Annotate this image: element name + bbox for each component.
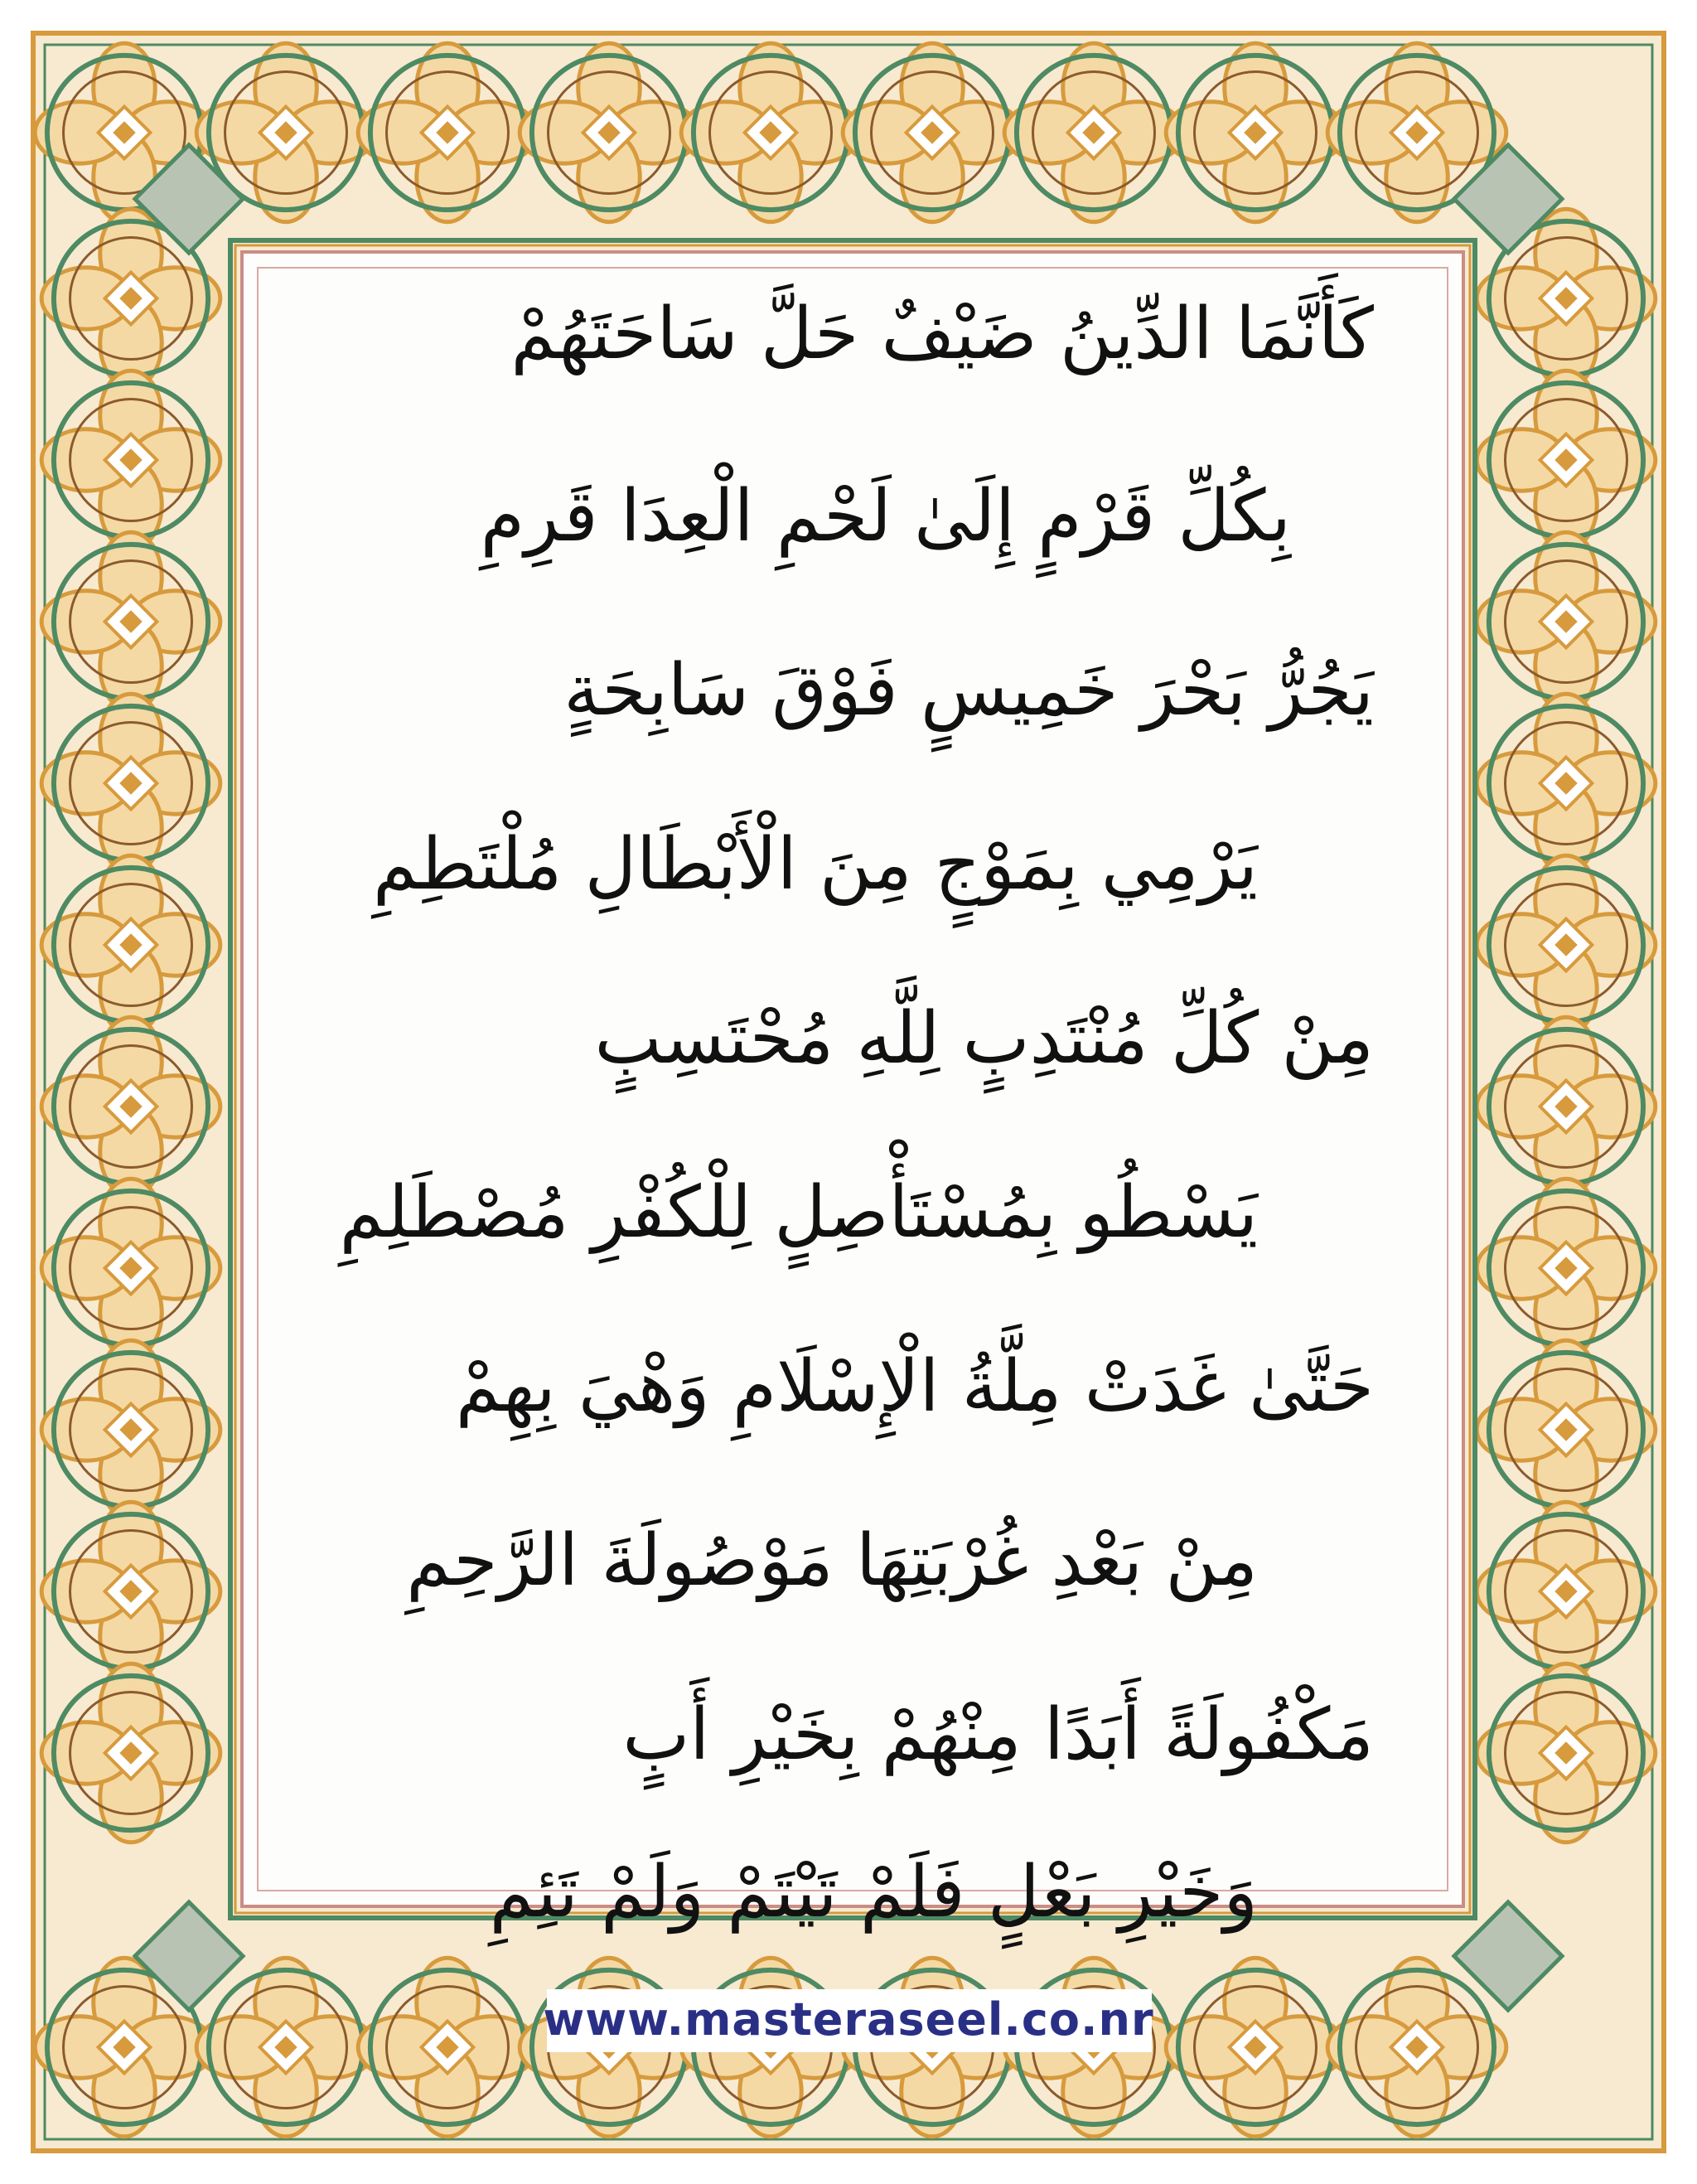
verse-line-6: يَسْطُو بِمُسْتَأْصِلٍ لِلْكُفْرِ مُصْطَلِمِ bbox=[339, 1171, 1258, 1254]
verse-line-8: مِنْ بَعْدِ غُرْبَتِهَا مَوْصُولَةَ الرَّحِمِ bbox=[406, 1519, 1258, 1602]
verse-line-7: حَتَّىٰ غَدَتْ مِلَّةُ الْإِسْلَامِ وَهْيَ بِهِمْ bbox=[455, 1345, 1374, 1428]
verse-line-3: يَجُرُّ بَحْرَ خَمِيسٍ فَوْقَ سَابِحَةٍ bbox=[563, 649, 1374, 732]
verse-line-4: يَرْمِي بِمَوْجٍ مِنَ الْأَبْطَالِ مُلْتَطِمِ bbox=[373, 823, 1258, 906]
verse-line-2: بِكُلِّ قَرْمٍ إِلَىٰ لَحْمِ الْعِدَا قَرِمِ bbox=[480, 475, 1291, 558]
footer-website-link[interactable]: www.masteraseel.co.nr bbox=[543, 1993, 1154, 2046]
verse-line-1: كَأَنَّمَا الدِّينُ ضَيْفٌ حَلَّ سَاحَتَهُمْ bbox=[510, 293, 1374, 375]
verse-line-10: وَخَيْرِ بَعْلٍ فَلَمْ تَيْتَمْ وَلَمْ تَئِمِ bbox=[489, 1851, 1258, 1934]
poem bbox=[240, 250, 1465, 1934]
verse-line-5: مِنْ كُلِّ مُنْتَدِبٍ لِلَّهِ مُحْتَسِبٍ bbox=[594, 997, 1374, 1080]
verse-line-9: مَكْفُولَةً أَبَدًا مِنْهُمْ بِخَيْرِ أَبٍ bbox=[622, 1693, 1374, 1776]
